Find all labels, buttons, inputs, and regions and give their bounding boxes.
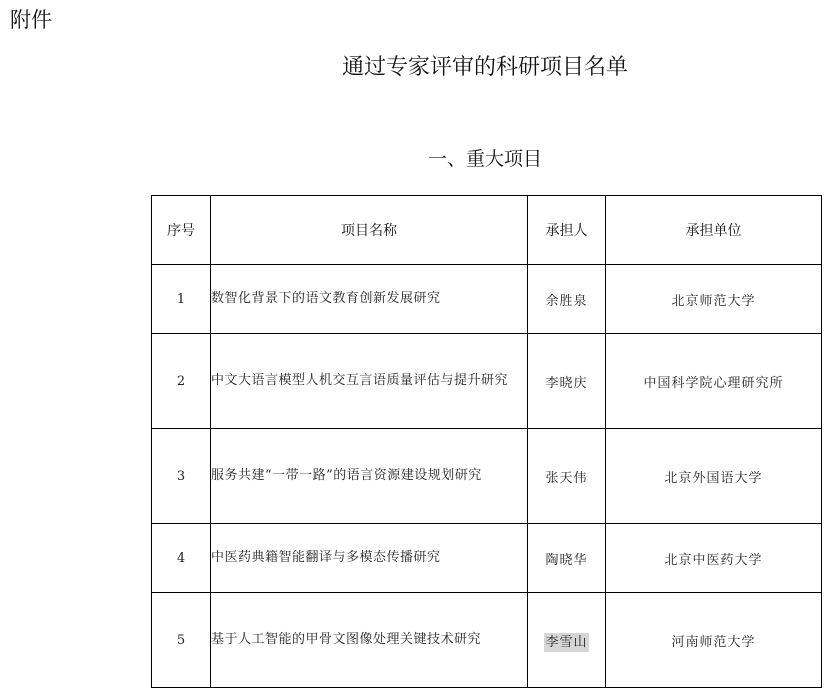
cell-number: 3 xyxy=(152,429,211,524)
table-row xyxy=(152,524,822,593)
cell-project-name: 服务共建“一带一路”的语言资源建设规划研究 xyxy=(211,429,528,524)
cell-institution: 北京师范大学 xyxy=(606,265,822,334)
table-row xyxy=(152,429,822,524)
cell-project-name: 中文大语言模型人机交互言语质量评估与提升研究 xyxy=(211,334,528,429)
cell-principal xyxy=(528,593,606,688)
highlighted-principal: 李雪山 xyxy=(545,634,588,650)
cell-project-name: 中医药典籍智能翻译与多模态传播研究 xyxy=(211,524,528,593)
header-number: 序号 xyxy=(152,196,211,265)
table-row xyxy=(152,593,822,688)
cell-project-name: 基于人工智能的甲骨文图像处理关键技术研究 xyxy=(211,593,528,688)
table-row xyxy=(152,265,822,334)
project-table xyxy=(151,195,822,688)
table-row xyxy=(152,334,822,429)
document-title: 通过专家评审的科研项目名单 xyxy=(341,55,628,80)
header-project-name: 项目名称 xyxy=(211,196,528,265)
cell-institution: 北京外国语大学 xyxy=(606,429,822,524)
section-title: 一、重大项目 xyxy=(427,148,542,170)
cell-principal: 张天伟 xyxy=(528,429,606,524)
cell-principal: 陶晓华 xyxy=(528,524,606,593)
cell-institution: 中国科学院心理研究所 xyxy=(606,334,822,429)
cell-institution: 河南师范大学 xyxy=(606,593,822,688)
cell-number: 4 xyxy=(152,524,211,593)
cell-institution: 北京中医药大学 xyxy=(606,524,822,593)
attachment-label: 附件 xyxy=(10,8,52,32)
header-principal: 承担人 xyxy=(528,196,606,265)
cell-number: 2 xyxy=(152,334,211,429)
cell-project-name: 数智化背景下的语文教育创新发展研究 xyxy=(211,265,528,334)
cell-number: 1 xyxy=(152,265,211,334)
cell-number: 5 xyxy=(152,593,211,688)
cell-principal: 李晓庆 xyxy=(528,334,606,429)
table-header-row xyxy=(152,196,822,265)
header-institution: 承担单位 xyxy=(606,196,822,265)
cell-principal: 余胜泉 xyxy=(528,265,606,334)
